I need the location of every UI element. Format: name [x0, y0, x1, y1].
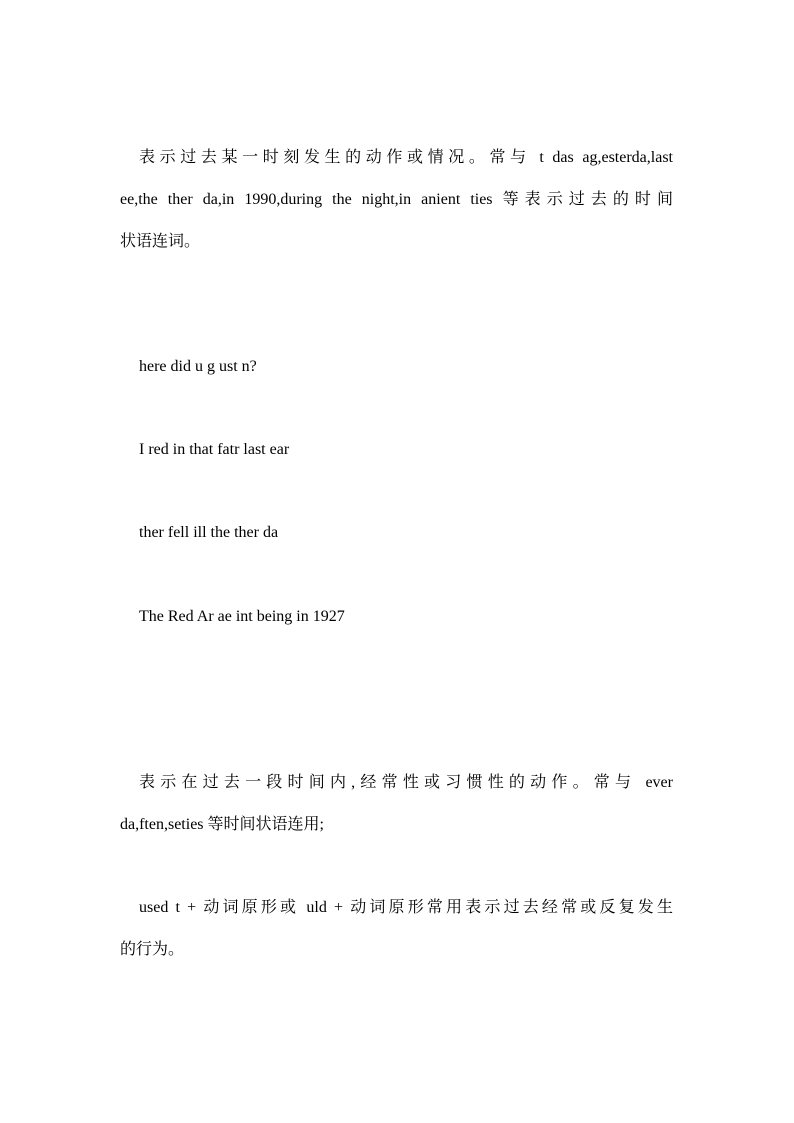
paragraph-1-line-1: 表示过去某一时刻发生的动作或情况。常与 t das ag,esterda,last [139, 149, 673, 166]
paragraph-3-line-1: used t + 动词原形或 uld + 动词原形常用表示过去经常或反复发生 [139, 899, 673, 916]
paragraph-1-line-3: 状语连词。 [120, 233, 201, 250]
example-sentence-2: I red in that fatr last ear [139, 441, 290, 458]
paragraph-2-line-2: da,ften,seties 等时间状语连用; [120, 816, 324, 833]
example-sentence-4: The Red Ar ae int being in 1927 [139, 608, 345, 625]
example-sentence-3: ther fell ill the ther da [139, 524, 279, 541]
paragraph-3-line-2: 的行为。 [120, 941, 185, 958]
example-sentence-1: here did u g ust n? [139, 358, 257, 375]
paragraph-1-line-2: ee,the ther da,in 1990,during the night,in anient ties 等表示过去的时间 [120, 191, 673, 208]
paragraph-2-line-1: 表示在过去一段时间内,经常性或习惯性的动作。常与 ever [139, 774, 673, 791]
